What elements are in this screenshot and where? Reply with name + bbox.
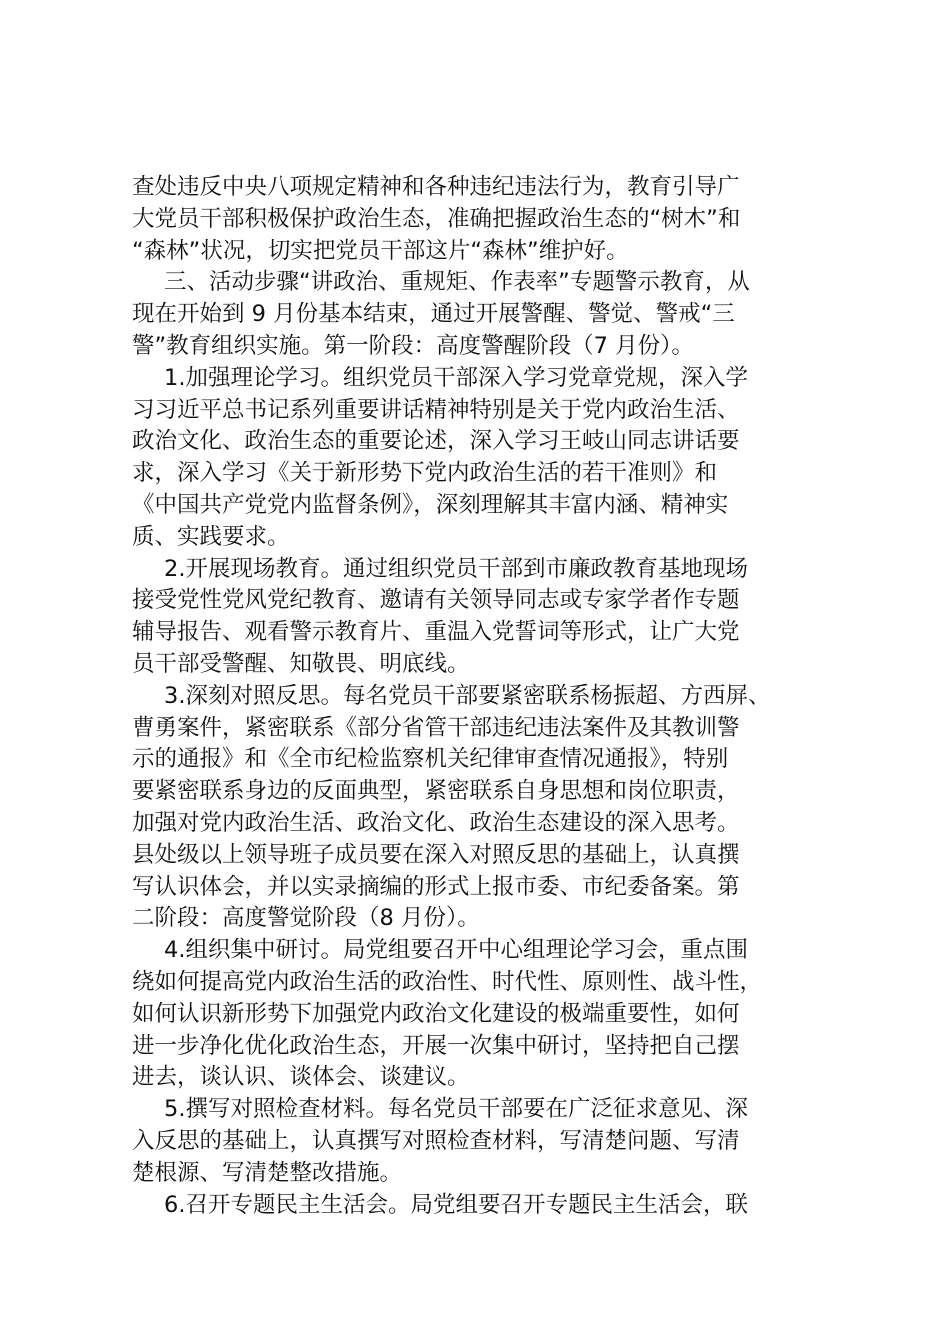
text-line: 警”教育组织实施。第一阶段：高度警醒阶段（7 月份）。 <box>132 332 694 359</box>
paragraph-item-2 <box>132 554 842 681</box>
text-line: 求，深入学习《关于新形势下党内政治生活的若干准则》和 <box>132 460 718 487</box>
text-line: 1.加强理论学习。组织党员干部深入学习党章党规，深入学 <box>164 364 748 391</box>
text-line: 2.开展现场教育。通过组织党员干部到市廉政教育基地现场 <box>164 555 748 582</box>
text-line: 进去，谈认识、谈体会、谈建议。 <box>132 1064 470 1091</box>
paragraph-continuation <box>132 172 842 267</box>
text-line: 政治文化、政治生态的重要论述，深入学习王岐山同志讲话要 <box>132 428 740 455</box>
text-line: 写认识体会，并以实录摘编的形式上报市委、市纪委备案。第 <box>132 873 740 900</box>
paragraph-item-5 <box>132 1094 842 1189</box>
text-line: 二阶段：高度警觉阶段（8 月份）。 <box>132 905 480 932</box>
text-line: 加强对党内政治生活、政治文化、政治生态建设的深入思考。 <box>132 809 740 836</box>
text-line: 绕如何提高党内政治生活的政治性、时代性、原则性、战斗性， <box>132 968 763 995</box>
paragraph-item-4 <box>132 935 842 1094</box>
paragraph-item-6 <box>132 1190 842 1222</box>
text-line: 县处级以上领导班子成员要在深入对照反思的基础上，认真撰 <box>132 841 740 868</box>
text-line: 要紧密联系身边的反面典型，紧密联系自身思想和岗位职责， <box>132 778 740 805</box>
paragraph-activity-steps <box>132 267 842 362</box>
text-line: 楚根源、写清楚整改措施。 <box>132 1159 403 1186</box>
text-line: 5.撰写对照检查材料。每名党员干部要在广泛征求意见、深 <box>164 1096 748 1123</box>
paragraph-item-3 <box>132 681 842 935</box>
text-line: 质、实践要求。 <box>132 523 290 550</box>
text-line: 员干部受警醒、知敬畏、明底线。 <box>132 650 470 677</box>
text-line: 4.组织集中研讨。局党组要召开中心组理论学习会，重点围 <box>164 937 748 964</box>
text-line: 现在开始到 9 月份基本结束，通过开展警醒、警觉、警戒“三 <box>132 301 735 328</box>
text-line: 示的通报》和《全市纪检监察机关纪律审查情况通报》，特别 <box>132 746 729 773</box>
text-line: 如何认识新形势下加强党内政治文化建设的极端重要性，如何 <box>132 1000 740 1027</box>
text-line: 习习近平总书记系列重要讲话精神特别是关于党内政治生活、 <box>132 396 740 423</box>
text-line: 辅导报告、观看警示教育片、重温入党誓词等形式，让广大党 <box>132 619 740 646</box>
text-line: 6.召开专题民主生活会。局党组要召开专题民主生活会，联 <box>164 1191 748 1218</box>
document-body <box>132 172 842 1221</box>
text-line: “森林”状况，切实把党员干部这片“森林”维护好。 <box>132 237 629 264</box>
text-line: 接受党性党风党纪教育、邀请有关领导同志或专家学者作专题 <box>132 587 740 614</box>
text-line: 进一步净化优化政治生态，开展一次集中研讨，坚持把自己摆 <box>132 1032 740 1059</box>
text-line: 查处违反中央八项规定精神和各种违纪违法行为，教育引导广 <box>132 174 740 200</box>
paragraph-item-1 <box>132 363 842 554</box>
text-line: 曹勇案件，紧密联系《部分省管干部违纪违法案件及其教训警 <box>132 714 740 741</box>
text-line: 《中国共产党党内监督条例》，深刻理解其丰富内涵、精神实 <box>132 491 729 518</box>
text-line: 大党员干部积极保护政治生态，准确把握政治生态的“树木”和 <box>132 205 741 232</box>
text-line: 3.深刻对照反思。每名党员干部要紧密联系杨振超、方西屏、 <box>164 682 771 709</box>
text-line: 三、活动步骤“讲政治、重规矩、作表率”专题警示教育，从 <box>164 269 750 296</box>
text-line: 入反思的基础上，认真撰写对照检查材料，写清楚问题、写清 <box>132 1127 740 1154</box>
